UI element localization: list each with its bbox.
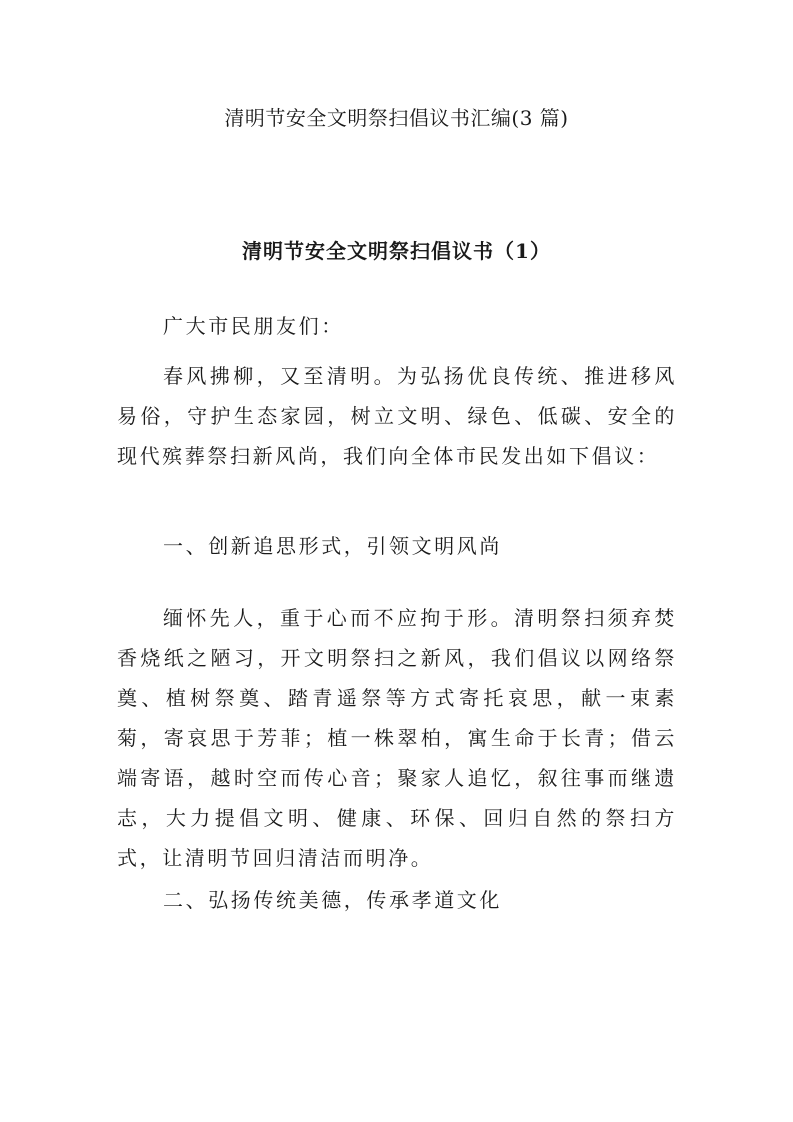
heading-2: 二、弘扬传统美德，传承孝道文化 [163,888,502,912]
greeting-line: 广大市民朋友们： [163,314,344,338]
heading-1: 一、创新追思形式，引领文明风尚 [163,534,502,558]
paragraph-1: 缅怀先人，重于心而不应拘于形。清明祭扫须弃焚香烧纸之陋习，开文明祭扫之新风，我们倡议以网络祭奠、植树祭奠、踏青遥祭等方式寄托哀思，献一束素菊，寄哀思于芳菲；植一株翠柏，寓生命于长青；借云端寄语，越时空而传心音；聚家人追忆，叙往事而继遗志，大力提倡文明、健康、环保、回归自然的祭扫方式，让清明节回归清洁而明净。 [117,606,677,870]
intro-paragraph: 春风拂柳，又至清明。为弘扬优良传统、推进移风易俗，守护生态家园，树立文明、绿色、低碳、安全的现代殡葬祭扫新风尚，我们向全体市民发出如下倡议： [117,364,677,468]
section-title: 清明节安全文明祭扫倡议书（1） [242,239,551,263]
document-title: 清明节安全文明祭扫倡议书汇编(3 篇) [224,106,569,130]
